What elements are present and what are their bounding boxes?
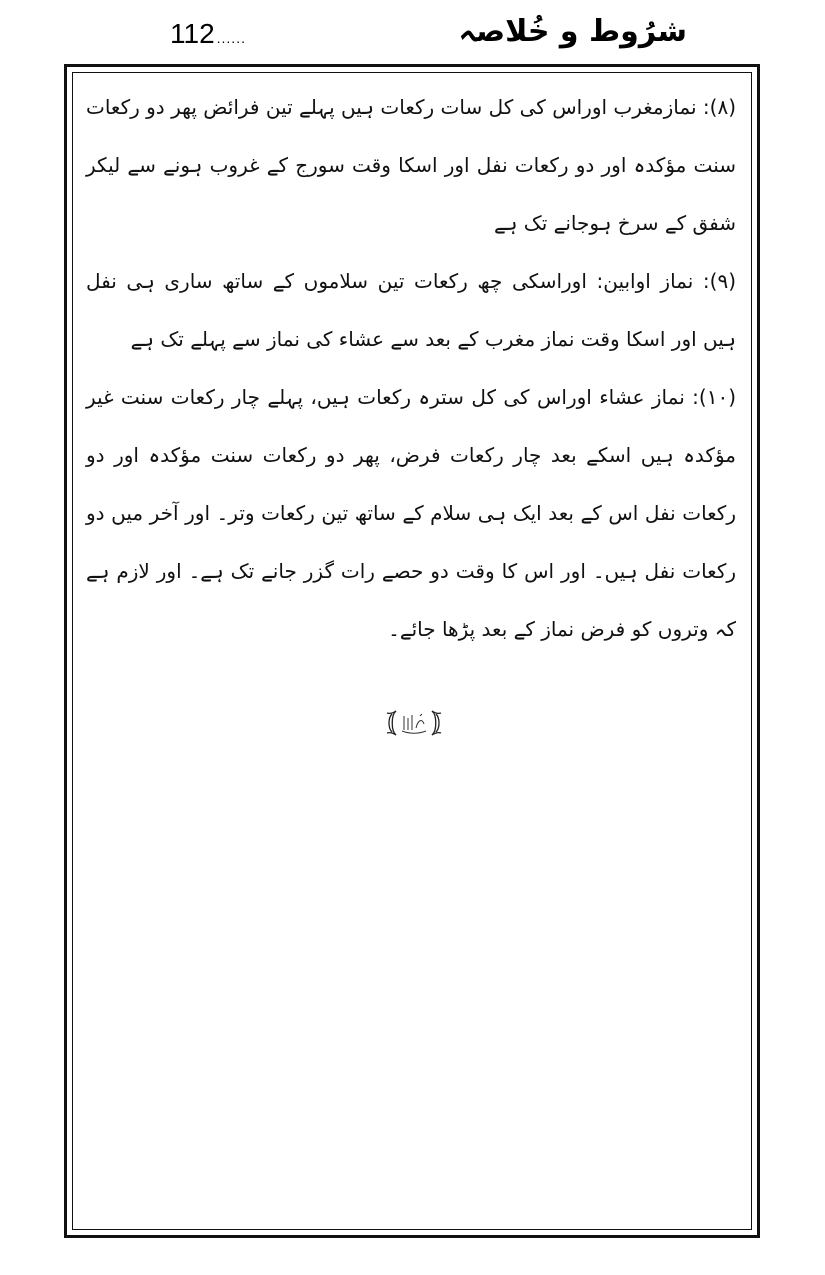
- page-content: [86, 78, 736, 658]
- paragraph-awwabin: (۹): نماز اوابین: اوراسکی چھ رکعات تین سلاموں کے ساتھ ساری ہی نفل ہیں اور اسکا وقت نماز مغرب کے بعد سے عشاء کی نماز سے پہلے تک ہے: [86, 269, 736, 351]
- page-number-dots: ......: [216, 30, 246, 46]
- ornament-svg: [382, 706, 446, 740]
- allahu-akbar-calligraphy-icon: [382, 706, 446, 740]
- running-title: شرُوط و خُلاصہ: [458, 14, 687, 49]
- page-header: [0, 0, 825, 62]
- page-number: [170, 18, 246, 54]
- page-number-value: 112: [170, 18, 215, 49]
- paragraph-isha: (۱۰): نماز عشاء اوراس کی کل سترہ رکعات ہیں، پہلے چار رکعات سنت غیر مؤکدہ ہیں اسکے بعد چار رکعات فرض، پھر دو رکعات سنت مؤکدہ اور دو رکعات نفل اس کے بعد ایک ہی سلام کے ساتھ تین رکعات وتر۔ اور آخر میں دو رکعات نفل ہیں۔ اور اس کا وقت دو حصے رات گزر جانے تک ہے۔ اور لازم ہے کہ وتروں کو فرض نماز کے بعد پڑھا جائے۔: [86, 385, 736, 641]
- paragraph-maghrib: (۸): نمازمغرب اوراس کی کل سات رکعات ہیں پہلے تین فرائض پھر دو رکعات سنت مؤکدہ اور دو رکعات نفل اور اسکا وقت سورج کے غروب ہونے سے لیکر شفق کے سرخ ہوجانے تک ہے: [86, 95, 736, 235]
